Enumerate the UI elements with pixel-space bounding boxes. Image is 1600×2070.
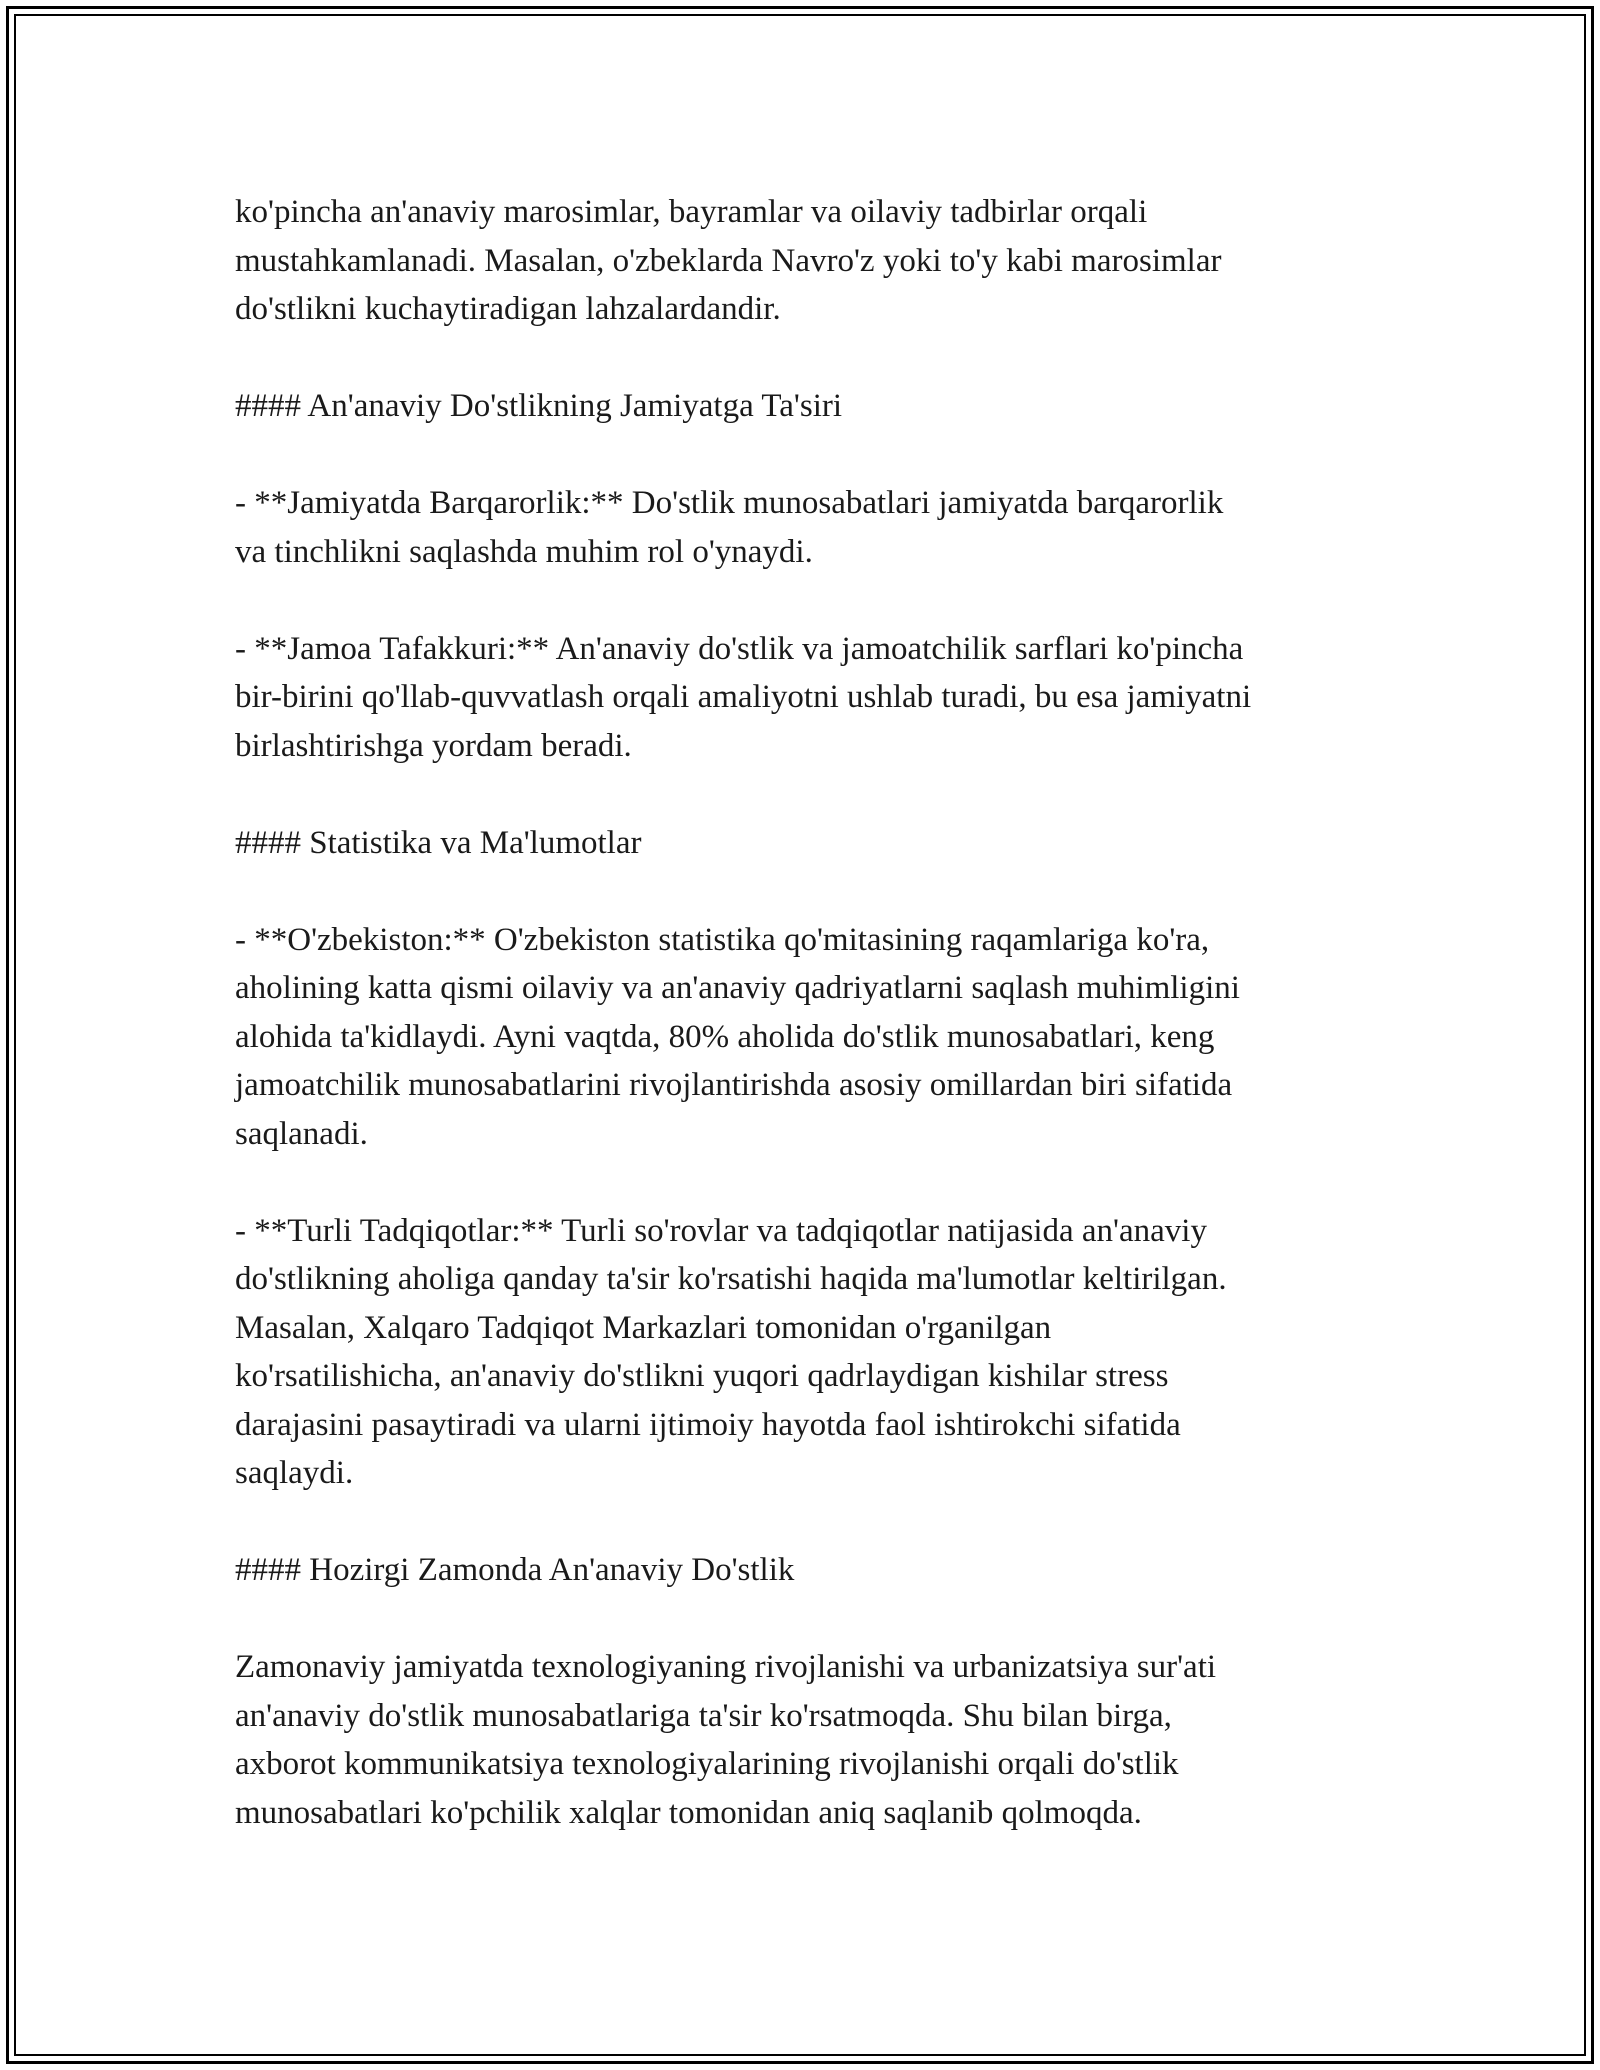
intro-paragraph xyxy=(235,188,1385,334)
text-line: darajasini pasaytiradi va ularni ijtimoiy hayotda faol ishtirokchi sifatida xyxy=(235,1406,1181,1443)
text-line: ko'pincha an'anaviy marosimlar, bayramlar va oilaviy tadbirlar orqali xyxy=(235,194,1148,230)
text-line: jamoatchilik munosabatlarini rivojlantirishda asosiy omillardan biri sifatida xyxy=(235,1067,1233,1103)
section-heading xyxy=(235,819,1385,868)
text-line: Zamonaviy jamiyatda texnologiyaning rivojlanishi va urbanizatsiya sur'ati xyxy=(235,1649,1217,1685)
list-item xyxy=(235,479,1385,576)
text-line: an'anaviy do'stlik munosabatlariga ta'sir ko'rsatmoqda. Shu bilan birga, xyxy=(235,1697,1172,1734)
text-line: axborot kommunikatsiya texnologiyalarining rivojlanishi orqali do'stlik xyxy=(235,1746,1179,1782)
heading-text: #### Statistika va Ma'lumotlar xyxy=(235,824,642,861)
text-line: birlashtirishga yordam beradi. xyxy=(235,727,632,764)
list-item xyxy=(235,625,1385,771)
text-line: saqlanadi. xyxy=(235,1115,368,1152)
text-line: - **Turli Tadqiqotlar:** Turli so'rovlar va tadqiqotlar natijasida an'anaviy xyxy=(235,1212,1207,1249)
text-line: mustahkamlanadi. Masalan, o'zbeklarda Navro'z yoki to'y kabi marosimlar xyxy=(235,242,1222,279)
text-line: - **Jamoa Tafakkuri:** An'anaviy do'stlik va jamoatchilik sarflari ko'pincha xyxy=(235,630,1244,667)
text-line: saqlaydi. xyxy=(235,1455,354,1491)
text-line: - **O'zbekiston:** O'zbekiston statistika qo'mitasining raqamlariga ko'ra, xyxy=(235,921,1210,958)
section-heading xyxy=(235,1546,1385,1595)
text-line: ko'rsatilishicha, an'anaviy do'stlikni yuqori qadrlaydigan kishilar stress xyxy=(235,1358,1169,1394)
text-line: aholining katta qismi oilaviy va an'anaviy qadriyatlarni saqlash muhimligini xyxy=(235,970,1240,1006)
heading-text: #### Hozirgi Zamonda An'anaviy Do'stlik xyxy=(235,1552,795,1588)
text-line: va tinchlikni saqlashda muhim rol o'ynaydi. xyxy=(235,533,813,570)
text-line: alohida ta'kidlaydi. Ayni vaqtda, 80% aholida do'stlik munosabatlari, keng xyxy=(235,1018,1215,1055)
text-line: - **Jamiyatda Barqarorlik:** Do'stlik munosabatlari jamiyatda barqarorlik xyxy=(235,485,1224,521)
list-item xyxy=(235,1207,1385,1498)
section-heading xyxy=(235,382,1385,431)
text-line: bir-birini qo'llab-quvvatlash orqali amaliyotni ushlab turadi, bu esa jamiyatni xyxy=(235,679,1252,715)
heading-text: #### An'anaviy Do'stlikning Jamiyatga Ta'siri xyxy=(235,388,843,424)
text-line: munosabatlari ko'pchilik xalqlar tomonidan aniq saqlanib qolmoqda. xyxy=(235,1794,1142,1831)
list-item xyxy=(235,916,1385,1159)
text-line: do'stlikni kuchaytiradigan lahzalardandir. xyxy=(235,291,781,327)
text-line: do'stlikning aholiga qanday ta'sir ko'rsatishi haqida ma'lumotlar keltirilgan. xyxy=(235,1261,1227,1297)
closing-paragraph xyxy=(235,1643,1385,1837)
document-body xyxy=(235,188,1385,1837)
text-line: Masalan, Xalqaro Tadqiqot Markazlari tomonidan o'rganilgan xyxy=(235,1309,1052,1346)
